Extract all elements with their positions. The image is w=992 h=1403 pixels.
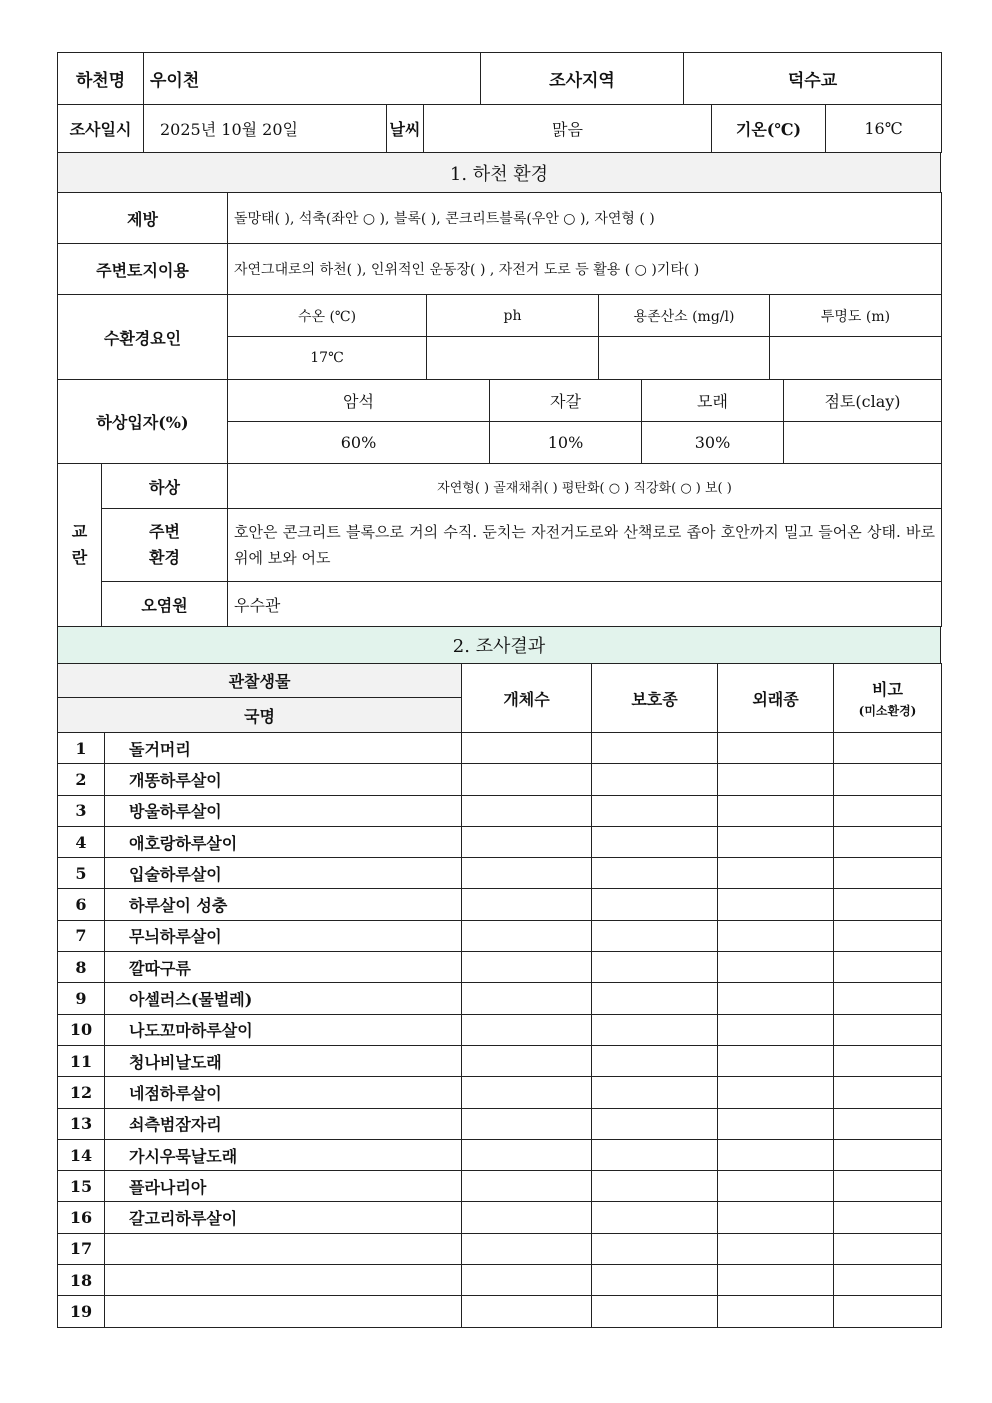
remarks-cell [834,1014,942,1045]
count-cell [462,1014,592,1045]
row-number: 19 [58,1296,105,1327]
protected-cell [592,733,718,764]
protected-cell [592,764,718,795]
invasive-cell [718,1077,834,1108]
count-cell [462,889,592,920]
remarks-cell [834,1139,942,1170]
remarks-cell [834,952,942,983]
land-use-label: 주변토지이용 [58,244,228,295]
table-row [58,1171,942,1202]
korean-name-header: 국명 [58,698,462,733]
protected-cell [592,1233,718,1264]
remarks-cell [834,858,942,889]
invasive-cell [718,1014,834,1045]
protected-cell [592,1077,718,1108]
transparency-value [770,337,942,380]
invasive-cell [718,1296,834,1327]
table-row [58,920,942,951]
row-number: 11 [58,1045,105,1076]
table-row [58,889,942,920]
invasive-cell [718,1171,834,1202]
ph-value [427,337,599,380]
row-number: 5 [58,858,105,889]
temperature-label: 기온(℃) [712,105,826,153]
table-row [58,764,942,795]
temperature-value: 16℃ [826,105,942,153]
invasive-cell [718,1045,834,1076]
invasive-cell [718,889,834,920]
count-cell [462,1233,592,1264]
invasive-cell [718,983,834,1014]
survey-form [57,52,941,1328]
remarks-cell [834,795,942,826]
invasive-cell [718,733,834,764]
row-number: 10 [58,1014,105,1045]
table-row [58,733,942,764]
remarks-cell [834,1265,942,1296]
remarks-cell [834,764,942,795]
remarks-cell [834,1202,942,1233]
row-number: 8 [58,952,105,983]
row-number: 13 [58,1108,105,1139]
surroundings-label [102,509,228,582]
row-number: 6 [58,889,105,920]
section1-title: 1. 하천 환경 [58,153,941,193]
species-name: 플라나리아 [105,1171,462,1202]
protected-cell [592,826,718,857]
species-name: 청나비날도래 [105,1045,462,1076]
table-row [58,952,942,983]
protected-cell [592,1202,718,1233]
disturbance-label [58,464,102,627]
invasive-cell [718,795,834,826]
table-row [58,795,942,826]
row-number: 9 [58,983,105,1014]
river-name-value: 우이천 [144,53,481,105]
protected-cell [592,795,718,826]
protected-cell [592,1265,718,1296]
count-cell [462,1045,592,1076]
row-number: 1 [58,733,105,764]
count-cell [462,764,592,795]
river-name-label: 하천명 [58,53,144,105]
embankment-label: 제방 [58,193,228,244]
weather-label: 날씨 [387,105,424,153]
row-number: 14 [58,1139,105,1170]
protected-cell [592,889,718,920]
rock-value: 60% [228,422,490,464]
protected-cell [592,920,718,951]
embankment-value: 돌망태( ), 석축(좌안 ○ ), 블록( ), 콘크리트블록(우안 ○ ), 자연형 ( ) [228,193,942,244]
remarks-cell [834,1296,942,1327]
land-use-value: 자연그대로의 하천( ), 인위적인 운동장( ) , 자전거 도로 등 활용 ( ○ )기타( ) [228,244,942,295]
invasive-cell [718,826,834,857]
remarks-sublabel: (미소환경) [858,704,917,718]
species-name: 개똥하루살이 [105,764,462,795]
species-name: 애호랑하루살이 [105,826,462,857]
invasive-species-header: 외래종 [718,664,834,733]
species-name [105,1233,462,1264]
surroundings-value: 호안은 콘크리트 블록으로 거의 수직. 둔치는 자전거도로와 산책로로 좁아 호안까지 밀고 들어온 상태. 바로 위에 보와 어도 [228,509,942,582]
count-cell [462,920,592,951]
count-cell [462,1171,592,1202]
survey-area-value: 덕수교 [684,53,942,105]
count-cell [462,983,592,1014]
table-row [58,983,942,1014]
table-row [58,1139,942,1170]
remarks-cell [834,889,942,920]
riverbed-value: 자연형( ) 골재채취( ) 평탄화( ○ ) 직강화( ○ ) 보( ) [228,464,942,509]
row-number: 18 [58,1265,105,1296]
survey-date-label: 조사일시 [58,105,144,153]
gravel-header: 자갈 [490,380,642,422]
clay-value [784,422,942,464]
count-cell [462,1265,592,1296]
count-cell [462,795,592,826]
protected-cell [592,1045,718,1076]
dissolved-oxygen-header: 용존산소 (mg/l) [599,295,770,337]
protected-cell [592,1171,718,1202]
protected-cell [592,1108,718,1139]
result-rows [58,733,942,1328]
species-name: 가시우묵날도래 [105,1139,462,1170]
weather-value: 맑음 [424,105,712,153]
invasive-cell [718,1233,834,1264]
gravel-value: 10% [490,422,642,464]
water-factors-label: 수환경요인 [58,295,228,380]
invasive-cell [718,1265,834,1296]
pollution-source-label: 오염원 [102,582,228,627]
header-table-2 [57,104,942,153]
count-cell [462,733,592,764]
substrate-table [57,379,942,464]
count-cell [462,1077,592,1108]
row-number: 3 [58,795,105,826]
species-name: 방울하루살이 [105,795,462,826]
species-name: 아셀러스(물벌레) [105,983,462,1014]
row-number: 15 [58,1171,105,1202]
disturbance-label-text: 교란 [71,522,88,567]
invasive-cell [718,1139,834,1170]
surroundings-label-2: 환경 [149,548,180,567]
row-number: 17 [58,1233,105,1264]
protected-cell [592,1014,718,1045]
protected-cell [592,858,718,889]
species-name: 쇠측범잠자리 [105,1108,462,1139]
species-name: 깔따구류 [105,952,462,983]
species-name: 갈고리하루살이 [105,1202,462,1233]
table-row [58,1202,942,1233]
invasive-cell [718,1108,834,1139]
sand-header: 모래 [642,380,784,422]
count-header: 개체수 [462,664,592,733]
table-row [58,858,942,889]
water-temp-value: 17℃ [228,337,427,380]
table-row [58,1045,942,1076]
protected-cell [592,1296,718,1327]
species-name: 하루살이 성충 [105,889,462,920]
count-cell [462,858,592,889]
table-row [58,1296,942,1327]
remarks-cell [834,983,942,1014]
observed-organisms-header: 관찰생물 [58,664,462,698]
count-cell [462,1139,592,1170]
remarks-cell [834,1171,942,1202]
header-table-1 [57,52,942,105]
sand-value: 30% [642,422,784,464]
surroundings-label-1: 주변 [149,522,180,541]
row-number: 16 [58,1202,105,1233]
remarks-cell [834,826,942,857]
species-name: 나도꼬마하루살이 [105,1014,462,1045]
row-number: 12 [58,1077,105,1108]
species-name [105,1265,462,1296]
table-row [58,1265,942,1296]
remarks-cell [834,1077,942,1108]
species-name: 무늬하루살이 [105,920,462,951]
water-factors-table [57,294,942,380]
riverbed-label: 하상 [102,464,228,509]
row-number: 4 [58,826,105,857]
count-cell [462,1108,592,1139]
transparency-header: 투명도 (m) [770,295,942,337]
species-name: 네점하루살이 [105,1077,462,1108]
remarks-cell [834,1233,942,1264]
table-row [58,1014,942,1045]
results-table [57,663,942,1328]
invasive-cell [718,952,834,983]
protected-cell [592,983,718,1014]
rock-header: 암석 [228,380,490,422]
clay-header: 점토(clay) [784,380,942,422]
protected-cell [592,1139,718,1170]
invasive-cell [718,1202,834,1233]
environment-table [57,192,942,295]
remarks-header [834,664,942,733]
count-cell [462,952,592,983]
remarks-cell [834,920,942,951]
count-cell [462,1296,592,1327]
survey-date-value: 2025년 10월 20일 [144,105,387,153]
ph-header: ph [427,295,599,337]
dissolved-oxygen-value [599,337,770,380]
count-cell [462,826,592,857]
invasive-cell [718,920,834,951]
invasive-cell [718,764,834,795]
invasive-cell [718,858,834,889]
disturbance-table [57,463,942,627]
substrate-label: 하상입자(%) [58,380,228,464]
table-row [58,1108,942,1139]
count-cell [462,1202,592,1233]
remarks-cell [834,733,942,764]
section1-title-table [57,152,941,193]
table-row [58,1077,942,1108]
table-row [58,826,942,857]
species-name [105,1296,462,1327]
water-temp-header: 수온 (℃) [228,295,427,337]
section2-title: 2. 조사결과 [58,627,941,664]
row-number: 2 [58,764,105,795]
row-number: 7 [58,920,105,951]
protected-species-header: 보호종 [592,664,718,733]
remarks-cell [834,1108,942,1139]
pollution-source-value: 우수관 [228,582,942,627]
protected-cell [592,952,718,983]
section2-title-table [57,626,941,664]
table-row [58,1233,942,1264]
species-name: 돌거머리 [105,733,462,764]
remarks-cell [834,1045,942,1076]
remarks-label: 비고 [872,680,903,699]
survey-area-label: 조사지역 [481,53,684,105]
species-name: 입술하루살이 [105,858,462,889]
